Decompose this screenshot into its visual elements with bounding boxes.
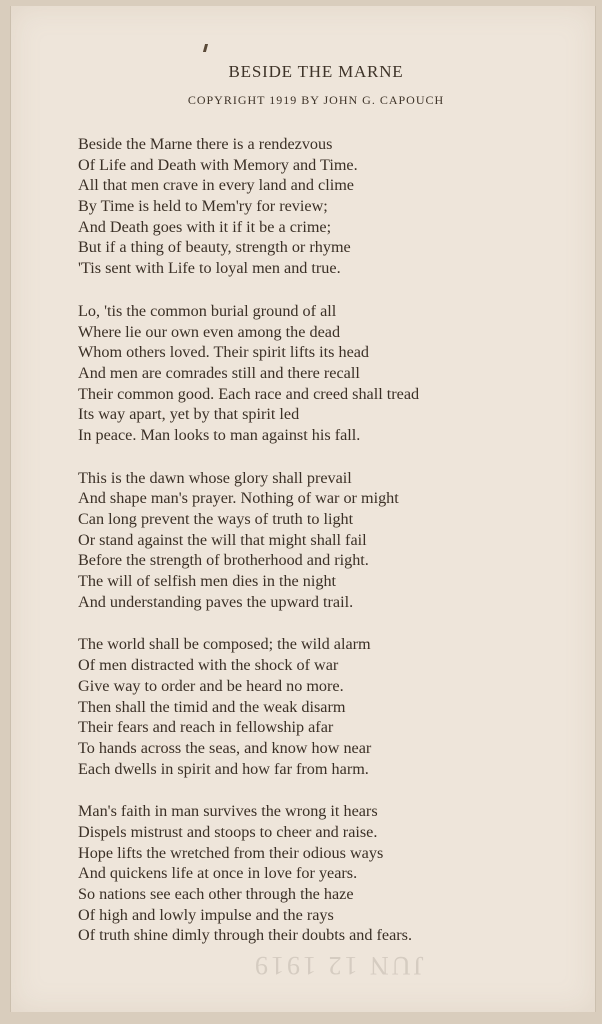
stanza bbox=[78, 134, 578, 279]
poem-line: Of high and lowly impulse and the rays bbox=[78, 905, 334, 924]
poem-line: 'Tis sent with Life to loyal men and true. bbox=[78, 259, 341, 278]
poem-line: Man's faith in man survives the wrong it hears bbox=[78, 802, 378, 821]
poem-line: Or stand against the will that might shall fail bbox=[78, 530, 367, 549]
stanza bbox=[78, 468, 578, 613]
poem-line: But if a thing of beauty, strength or rhyme bbox=[78, 238, 351, 257]
faded-date-stamp: JUN 12 1919 bbox=[252, 951, 424, 980]
poem-line: Beside the Marne there is a rendezvous bbox=[78, 135, 333, 153]
poem-line: The world shall be composed; the wild alarm bbox=[78, 635, 371, 654]
poem-line: Of truth shine dimly through their doubts and fears. bbox=[78, 926, 413, 945]
poem-line: Each dwells in spirit and how far from harm. bbox=[78, 759, 369, 778]
stanza bbox=[78, 801, 578, 946]
poem-line: In peace. Man looks to man against his fall. bbox=[78, 425, 361, 444]
poem-line: Where lie our own even among the dead bbox=[78, 322, 341, 341]
poem-title: BESIDE THE MARNE bbox=[228, 62, 404, 81]
poem-line: Of men distracted with the shock of war bbox=[78, 656, 339, 675]
poem-line: Can long prevent the ways of truth to light bbox=[78, 510, 354, 528]
poem-line: And understanding paves the upward trail. bbox=[78, 592, 354, 611]
poem-line: To hands across the seas, and know how near bbox=[78, 738, 372, 757]
poem-line: Their fears and reach in fellowship afar bbox=[78, 718, 334, 737]
poem-line: Give way to order and be heard no more. bbox=[78, 676, 344, 695]
poem-line: So nations see each other through the haze bbox=[78, 885, 354, 903]
poem-line: And men are comrades still and there recall bbox=[78, 363, 360, 382]
stanza bbox=[78, 301, 578, 446]
poem-line: Its way apart, yet by that spirit led bbox=[78, 405, 300, 424]
poem-line: Then shall the timid and the weak disarm bbox=[78, 697, 346, 716]
poem-body bbox=[78, 134, 578, 968]
poem-line: Hope lifts the wretched from their odious ways bbox=[78, 843, 384, 862]
poem-line: Their common good. Each race and creed shall tread bbox=[78, 384, 420, 403]
poem-line: The will of selfish men dies in the night bbox=[78, 572, 337, 591]
poem-line: By Time is held to Mem'ry for review; bbox=[78, 197, 328, 216]
poem-line: And shape man's prayer. Nothing of war or might bbox=[78, 489, 399, 508]
poem-line: All that men crave in every land and clime bbox=[78, 176, 354, 195]
poem-line: And Death goes with it if it be a crime; bbox=[78, 217, 332, 236]
poem-line: Whom others loved. Their spirit lifts its head bbox=[78, 343, 370, 362]
poem-line: Of Life and Death with Memory and Time. bbox=[78, 155, 358, 174]
stanza bbox=[78, 634, 578, 779]
poem-line: Lo, 'tis the common burial ground of all bbox=[78, 301, 337, 320]
copyright-line: COPYRIGHT 1919 BY JOHN G. CAPOUCH bbox=[187, 93, 445, 107]
poem-line: Before the strength of brotherhood and right. bbox=[78, 551, 369, 570]
poem-line: This is the dawn whose glory shall prevail bbox=[78, 468, 352, 487]
poem-line: And quickens life at once in love for years. bbox=[78, 864, 358, 883]
poem-line: Dispels mistrust and stoops to cheer and raise. bbox=[78, 822, 378, 841]
